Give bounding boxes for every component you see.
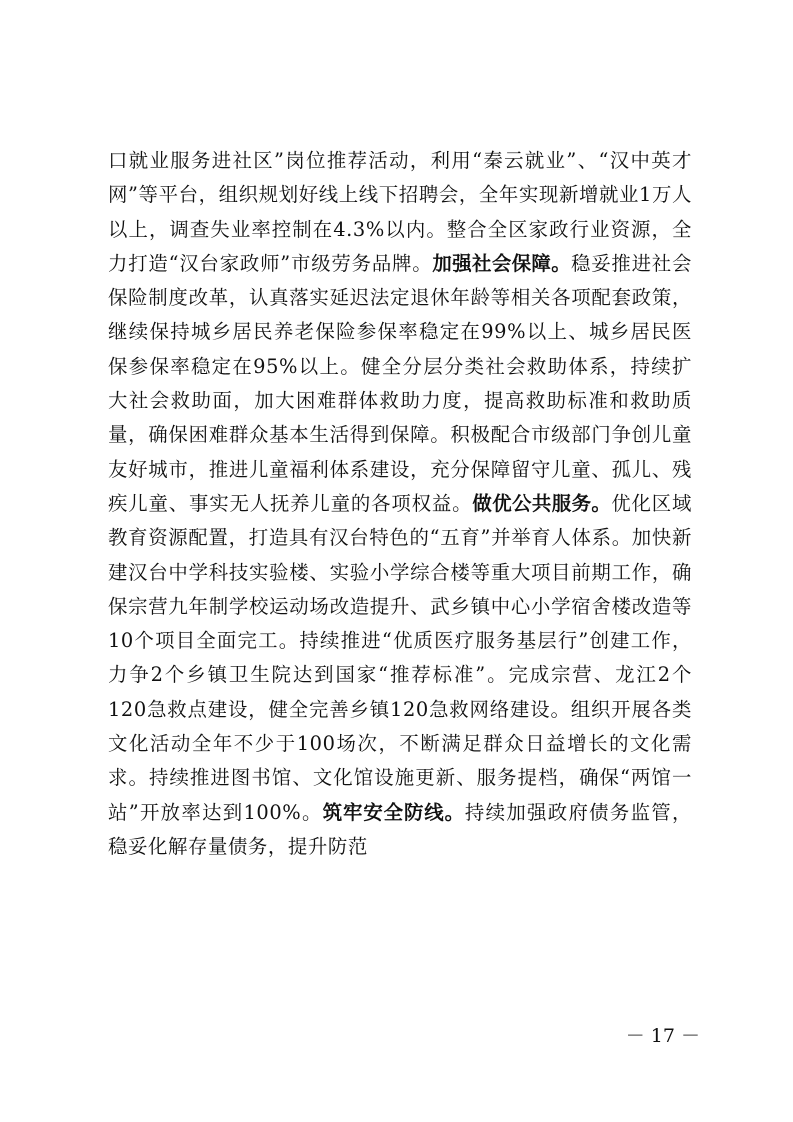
body-paragraph (108, 144, 692, 864)
section-heading-social-security: 加强社会保障。 (432, 251, 572, 275)
text-segment: 口就业服务进社区”岗位推荐活动，利用“秦云就业”、“汉中英才网”等平台，组织规划好线上线下招聘会，全年实现新增就业1万人以上，调查失业率控制在4.3%以内。整合全区家政行业资源，全力打造“汉台家政师”市级劳务品牌。 (108, 149, 692, 275)
section-heading-public-services: 做优公共服务。 (472, 491, 612, 515)
page-number: － 17 － (625, 1025, 700, 1047)
text-segment: 稳妥推进社会保险制度改革，认真落实延迟法定退休年龄等相关各项配套政策，继续保持城乡居民养老保险参保率稳定在99%以上、城乡居民医保参保率稳定在95%以上。健全分层分类社会救助体系，持续扩大社会救助面，加大困难群体救助力度，提高救助标准和救助质量，确保困难群众基本生活得到保障。积极配合市级部门争创儿童友好城市，推进儿童福利体系建设，充分保障留守儿童、孤儿、残疾儿童、事实无人抚养儿童的各项权益。 (108, 251, 692, 515)
text-segment: 优化区域教育资源配置，打造具有汉台特色的“五育”并举育人体系。加快新建汉台中学科技实验楼、实验小学综合楼等重大项目前期工作，确保宗营九年制学校运动场改造提升、武乡镇中心小学宿舍楼改造等10个项目全面完工。持续推进“优质医疗服务基层行”创建工作，力争2个乡镇卫生院达到国家“推荐标准”。完成宗营、龙江2个120急救点建设，健全完善乡镇120急救网络建设。组织开展各类文化活动全年不少于100场次，不断满足群众日益增长的文化需求。持续推进图书馆、文化馆设施更新、服务提档，确保“两馆一站”开放率达到100%。 (108, 491, 692, 824)
text-segment: 持续加强政府债务监管，稳妥化解存量债务，提升防范 (108, 800, 692, 858)
section-heading-safety: 筑牢安全防线。 (322, 800, 465, 824)
